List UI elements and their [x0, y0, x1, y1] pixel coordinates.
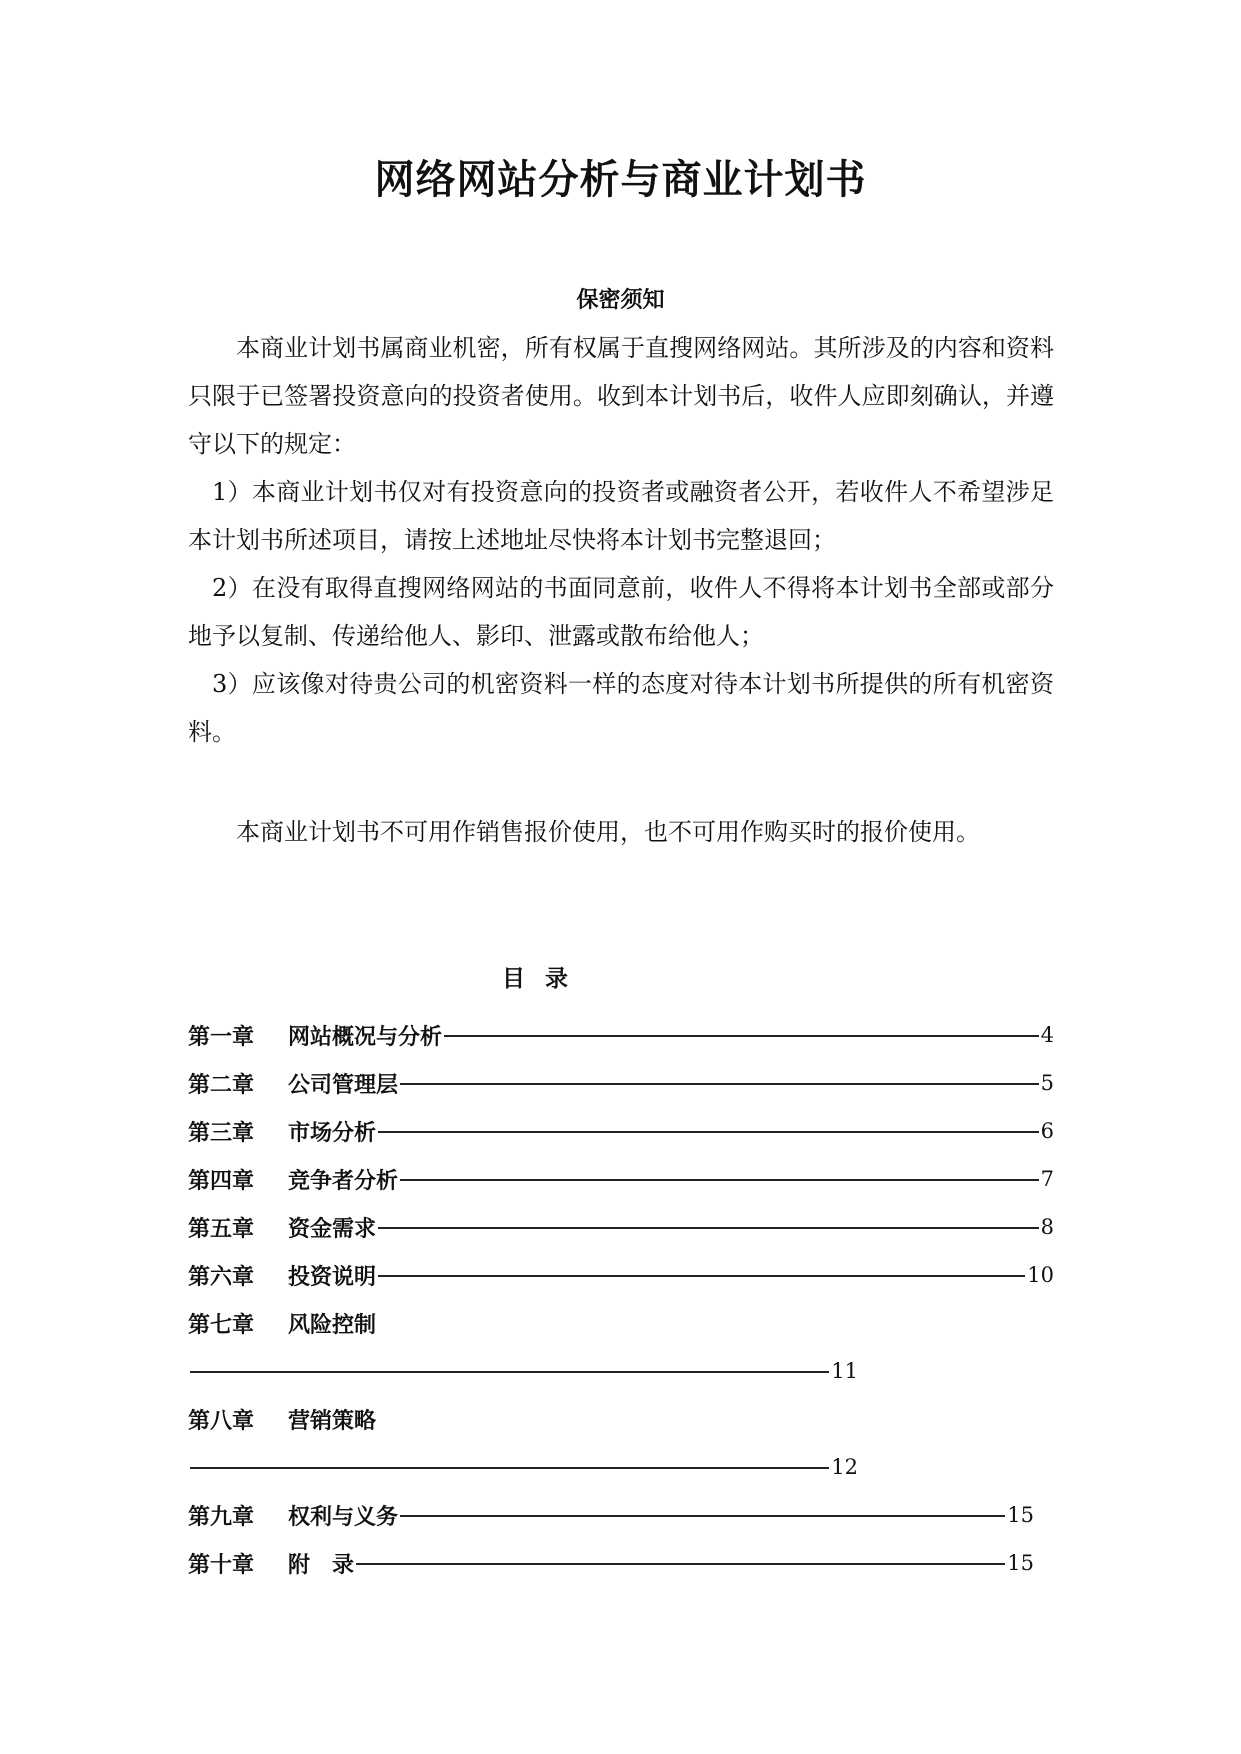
- toc-page-number: 12: [831, 1455, 858, 1479]
- confidentiality-heading: 保密须知: [576, 288, 665, 313]
- toc-leader-line: [400, 1179, 1039, 1181]
- toc-page-number: 10: [1027, 1263, 1054, 1287]
- toc-chapter-title: 网站概况与分析: [288, 1024, 443, 1050]
- toc-chapter-number: 第三章: [188, 1120, 255, 1146]
- toc-leader-line: [400, 1515, 1005, 1517]
- toc-leader-line: [378, 1227, 1039, 1229]
- toc-leader-line: [400, 1083, 1039, 1085]
- toc-leader-line: [378, 1131, 1039, 1133]
- toc-page-number: 8: [1040, 1215, 1054, 1239]
- toc-chapter-number: 第八章: [188, 1408, 255, 1434]
- toc-entry-7[interactable]: [188, 1306, 1054, 1340]
- toc-chapter-number: 第二章: [188, 1072, 255, 1098]
- toc-page-number: 15: [1007, 1503, 1034, 1527]
- toc-chapter-title: 公司管理层: [288, 1072, 399, 1098]
- toc-entry-7-continuation[interactable]: [188, 1354, 858, 1388]
- toc-chapter-title: 投资说明: [288, 1264, 377, 1290]
- toc-chapter-number: 第四章: [188, 1168, 255, 1194]
- toc-chapter-title: 风险控制: [288, 1312, 377, 1338]
- toc-leader-line: [356, 1563, 1005, 1565]
- toc-chapter-number: 第一章: [188, 1024, 255, 1050]
- toc-entry-8-continuation[interactable]: [188, 1450, 858, 1484]
- toc-chapter-title: 市场分析: [288, 1120, 377, 1146]
- toc-chapter-number: 第五章: [188, 1216, 255, 1242]
- toc-page-number: 11: [831, 1359, 858, 1383]
- toc-page-number: 6: [1040, 1119, 1054, 1143]
- toc-entry-5[interactable]: [188, 1210, 1054, 1244]
- toc-entry-2[interactable]: [188, 1066, 1054, 1100]
- toc-entry-4[interactable]: [188, 1162, 1054, 1196]
- toc-chapter-title: 竞争者分析: [288, 1168, 399, 1194]
- toc-chapter-title: 附 录: [288, 1552, 355, 1578]
- toc-page-number: 5: [1040, 1071, 1054, 1095]
- toc-entry-10[interactable]: [188, 1546, 1034, 1580]
- toc-leader-line: [190, 1371, 829, 1373]
- confidentiality-intro: 本商业计划书属商业机密，所有权属于直搜网络网站。其所涉及的内容和资料只限于已签署投资意向的投资者使用。收到本计划书后，收件人应即刻确认，并遵守以下的规定：: [188, 334, 1054, 458]
- confidentiality-rule-3: 3）应该像对待贵公司的机密资料一样的态度对待本计划书所提供的所有机密资料。: [188, 670, 1054, 746]
- toc-chapter-number: 第六章: [188, 1264, 255, 1290]
- pricing-note: 本商业计划书不可用作销售报价使用，也不可用作购买时的报价使用。: [236, 818, 980, 846]
- toc-chapter-title: 权利与义务: [288, 1504, 399, 1530]
- toc-chapter-number: 第九章: [188, 1504, 255, 1530]
- toc-entry-6[interactable]: [188, 1258, 1054, 1292]
- toc-entry-8[interactable]: [188, 1402, 1054, 1436]
- toc-chapter-title: 资金需求: [288, 1216, 377, 1242]
- toc-page-number: 7: [1040, 1167, 1054, 1191]
- confidentiality-rule-2: 2）在没有取得直搜网络网站的书面同意前，收件人不得将本计划书全部或部分地予以复制、传递给他人、影印、泄露或散布给他人；: [188, 574, 1054, 650]
- toc-chapter-number: 第十章: [188, 1552, 255, 1578]
- toc-page-number: 15: [1007, 1551, 1034, 1575]
- document-title: 网络网站分析与商业计划书: [374, 157, 867, 203]
- toc-chapter-title: 营销策略: [288, 1408, 377, 1434]
- toc-leader-line: [378, 1275, 1025, 1277]
- toc-entry-3[interactable]: [188, 1114, 1054, 1148]
- toc-page-number: 4: [1040, 1023, 1054, 1047]
- toc-entry-9[interactable]: [188, 1498, 1034, 1532]
- toc-chapter-number: 第七章: [188, 1312, 255, 1338]
- confidentiality-rule-1: 1）本商业计划书仅对有投资意向的投资者或融资者公开，若收件人不希望涉足本计划书所述项目，请按上述地址尽快将本计划书完整退回；: [188, 478, 1054, 554]
- toc-leader-line: [444, 1035, 1039, 1037]
- toc-leader-line: [190, 1467, 829, 1469]
- toc-heading: 目录: [502, 966, 588, 992]
- toc-entry-1[interactable]: [188, 1018, 1054, 1052]
